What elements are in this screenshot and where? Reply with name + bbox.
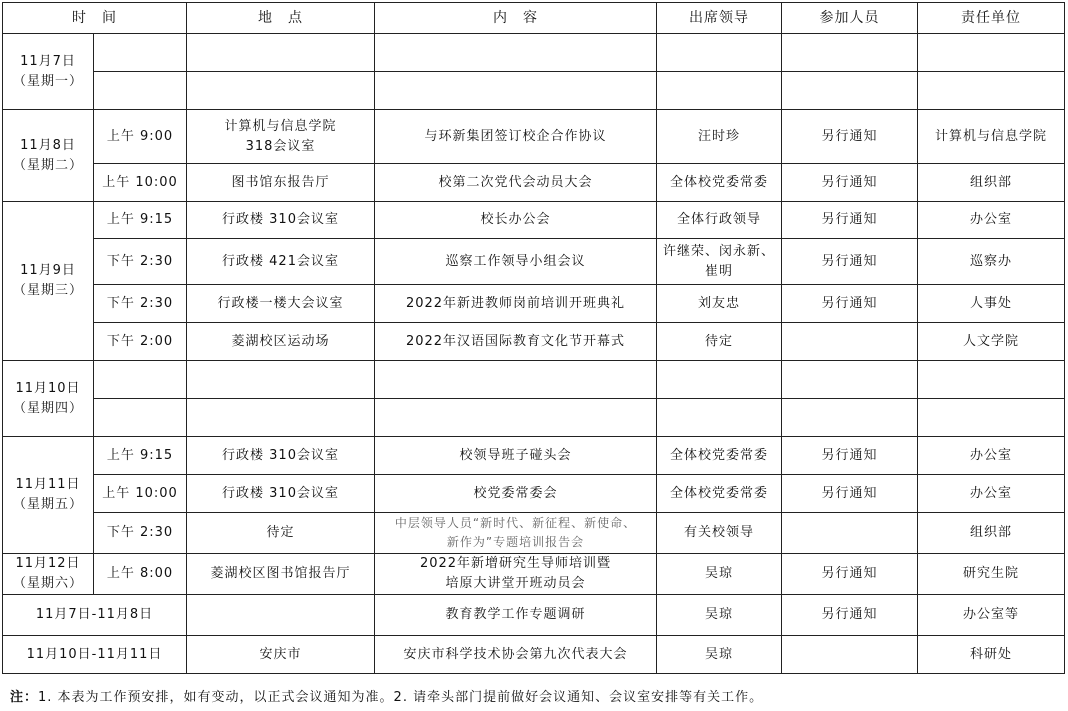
weekday-text: （星期四） <box>12 400 83 416</box>
content-cell: 2022年汉语国际教育文化节开幕式 <box>375 323 657 361</box>
leader-cell: 吴琼 <box>657 636 782 674</box>
place-line: 计算机与信息学院 <box>224 118 337 134</box>
unit-cell: 科研处 <box>918 636 1065 674</box>
leader-line: 崔明 <box>704 263 733 279</box>
leader-cell: 刘友忠 <box>657 285 782 323</box>
content-cell: 巡察工作领导小组会议 <box>375 239 657 285</box>
participants-cell: 另行通知 <box>782 554 918 595</box>
date-cell <box>3 437 94 554</box>
table-row <box>3 323 1065 361</box>
place-cell: 安庆市 <box>187 636 375 674</box>
header-place: 地 点 <box>187 3 375 34</box>
header-unit: 责任单位 <box>918 3 1065 34</box>
content-cell: 校长办公会 <box>375 202 657 239</box>
table-row <box>3 239 1065 285</box>
content-cell: 与环新集团签订校企合作协议 <box>375 110 657 164</box>
unit-cell: 办公室等 <box>918 595 1065 636</box>
weekday-text: （星期五） <box>12 497 83 512</box>
unit-cell: 办公室 <box>918 437 1065 475</box>
unit-cell: 研究生院 <box>918 554 1065 595</box>
header-row <box>3 3 1065 34</box>
unit-cell: 巡察办 <box>918 239 1065 285</box>
content-cell: 教育教学工作专题调研 <box>375 595 657 636</box>
date-cell <box>3 34 94 110</box>
date-cell <box>3 202 94 361</box>
place-cell: 图书馆东报告厅 <box>187 164 375 202</box>
unit-cell: 人事处 <box>918 285 1065 323</box>
footnote-label: 注： <box>10 690 39 705</box>
place-cell: 行政楼 310会议室 <box>187 437 375 475</box>
time-cell: 上午 10:00 <box>94 475 187 513</box>
weekday-text: （星期二） <box>12 157 83 173</box>
content-cell: 2022年新进教师岗前培训开班典礼 <box>375 285 657 323</box>
time-cell: 下午 2:30 <box>94 285 187 323</box>
unit-cell: 组织部 <box>918 513 1065 554</box>
time-cell: 上午 8:00 <box>94 554 187 595</box>
leader-cell: 全体校党委常委 <box>657 164 782 202</box>
place-line: 318会议室 <box>245 138 316 154</box>
date-range-cell: 11月7日-11月8日 <box>3 595 187 636</box>
date-text: 11月8日 <box>20 137 76 153</box>
table-row <box>3 437 1065 475</box>
time-cell: 下午 2:30 <box>94 513 187 554</box>
time-cell: 下午 2:00 <box>94 323 187 361</box>
participants-cell: 另行通知 <box>782 239 918 285</box>
leader-cell: 吴琼 <box>657 554 782 595</box>
content-line: 培原大讲堂开班动员会 <box>445 576 586 591</box>
time-cell: 上午 10:00 <box>94 164 187 202</box>
place-cell: 菱湖校区运动场 <box>187 323 375 361</box>
time-cell: 上午 9:15 <box>94 437 187 475</box>
participants-cell: 另行通知 <box>782 437 918 475</box>
leader-cell: 待定 <box>657 323 782 361</box>
participants-cell: 另行通知 <box>782 285 918 323</box>
leader-line: 许继荣、闵永新、 <box>662 243 775 259</box>
weekday-text: （星期一） <box>12 73 83 89</box>
table-row <box>3 285 1065 323</box>
time-cell: 上午 9:00 <box>94 110 187 164</box>
header-time: 时 间 <box>3 3 187 34</box>
weekday-text: （星期六） <box>12 576 83 591</box>
place-cell: 行政楼 421会议室 <box>187 239 375 285</box>
date-text: 11月7日 <box>20 53 76 69</box>
content-cell: 校领导班子碰头会 <box>375 437 657 475</box>
content-cell: 校党委常委会 <box>375 475 657 513</box>
unit-cell: 组织部 <box>918 164 1065 202</box>
table-row <box>3 595 1065 636</box>
table-row <box>3 399 1065 437</box>
date-text: 11月12日 <box>15 556 81 571</box>
leader-cell <box>657 239 782 285</box>
date-cell <box>3 554 94 595</box>
table-row <box>3 361 1065 399</box>
participants-cell <box>782 513 918 554</box>
content-cell: 校第二次党代会动员大会 <box>375 164 657 202</box>
date-cell <box>3 110 94 202</box>
content-line: 2022年新增研究生导师培训暨 <box>419 556 612 571</box>
place-cell <box>187 595 375 636</box>
date-text: 11月11日 <box>15 477 81 492</box>
participants-cell: 另行通知 <box>782 110 918 164</box>
participants-cell: 另行通知 <box>782 595 918 636</box>
unit-cell: 计算机与信息学院 <box>918 110 1065 164</box>
leader-cell: 全体行政领导 <box>657 202 782 239</box>
participants-cell: 另行通知 <box>782 164 918 202</box>
date-cell <box>3 361 94 437</box>
leader-cell: 吴琼 <box>657 595 782 636</box>
footnote-text: 1. 本表为工作预安排，如有变动，以正式会议通知为准。2. 请牵头部门提前做好会议通知、会议室安排等有关工作。 <box>38 690 764 705</box>
footnote <box>10 686 763 705</box>
content-line: 中层领导人员“新时代、新征程、新使命、 <box>394 516 637 530</box>
leader-cell: 全体校党委常委 <box>657 437 782 475</box>
date-text: 11月9日 <box>20 263 76 278</box>
time-cell: 下午 2:30 <box>94 239 187 285</box>
content-line: 新作为”专题培训报告会 <box>446 535 585 549</box>
participants-cell <box>782 323 918 361</box>
schedule-table <box>2 2 1065 674</box>
place-cell: 行政楼一楼大会议室 <box>187 285 375 323</box>
table-row <box>3 164 1065 202</box>
time-cell: 上午 9:15 <box>94 202 187 239</box>
place-cell <box>187 110 375 164</box>
participants-cell: 另行通知 <box>782 475 918 513</box>
place-cell: 菱湖校区图书馆报告厅 <box>187 554 375 595</box>
place-cell: 行政楼 310会议室 <box>187 202 375 239</box>
leader-cell: 汪时珍 <box>657 110 782 164</box>
participants-cell <box>782 636 918 674</box>
header-leader: 出席领导 <box>657 3 782 34</box>
table-row <box>3 554 1065 595</box>
table-row <box>3 636 1065 674</box>
table-row <box>3 202 1065 239</box>
header-participants: 参加人员 <box>782 3 918 34</box>
place-cell: 行政楼 310会议室 <box>187 475 375 513</box>
content-cell <box>375 513 657 554</box>
leader-cell: 有关校领导 <box>657 513 782 554</box>
table-row <box>3 110 1065 164</box>
table-row <box>3 72 1065 110</box>
unit-cell: 办公室 <box>918 475 1065 513</box>
leader-cell: 全体校党委常委 <box>657 475 782 513</box>
place-cell: 待定 <box>187 513 375 554</box>
weekday-text: （星期三） <box>12 283 83 298</box>
unit-cell: 人文学院 <box>918 323 1065 361</box>
table-row <box>3 475 1065 513</box>
table-row <box>3 513 1065 554</box>
content-cell <box>375 554 657 595</box>
date-text: 11月10日 <box>15 380 81 396</box>
header-content: 内 容 <box>375 3 657 34</box>
content-cell: 安庆市科学技术协会第九次代表大会 <box>375 636 657 674</box>
participants-cell: 另行通知 <box>782 202 918 239</box>
table-row <box>3 34 1065 72</box>
unit-cell: 办公室 <box>918 202 1065 239</box>
date-range-cell: 11月10日-11月11日 <box>3 636 187 674</box>
